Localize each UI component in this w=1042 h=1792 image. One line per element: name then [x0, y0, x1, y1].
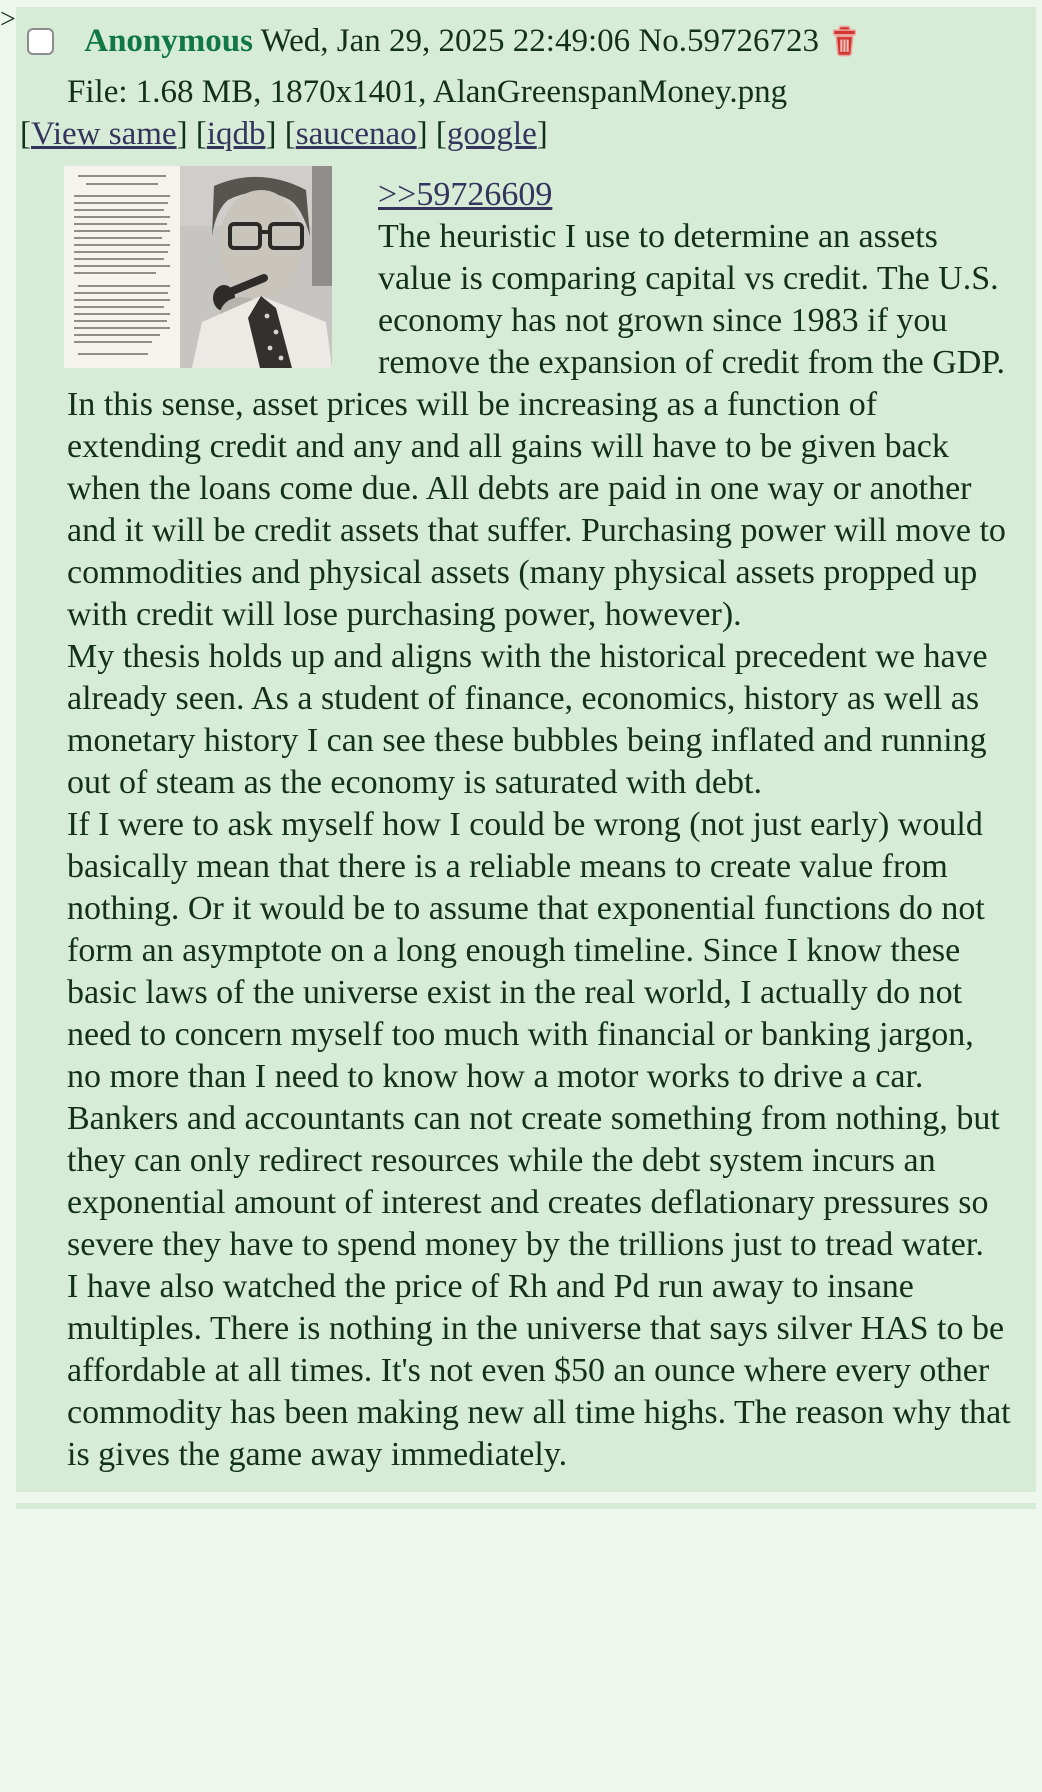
post-number[interactable]: No.59726723 — [638, 23, 819, 59]
quote-link[interactable]: >>59726609 — [378, 176, 553, 213]
file-links — [16, 114, 1036, 154]
saucenao-link[interactable]: saucenao — [295, 116, 417, 152]
iqdb-link[interactable]: iqdb — [206, 116, 266, 152]
bracket: ] — [265, 116, 277, 152]
next-post-top-edge — [16, 1503, 1036, 1509]
bracket: [ — [195, 116, 207, 152]
post-paragraph: The heuristic I use to determine an assets value is comparing capital vs credit. The U.S. economy has not grown since 1983 if you remove the expansion of credit from the GDP. In this sense, asset prices will be increasing as a function of extending credit and any and all gains will have to be given back when the loans come due. All debts are paid in one way or another and it will be credit assets that suffer. Purchasing power will move to commodities and physical assets (many physical assets propped up with credit will lose purchasing power, however). — [67, 218, 1006, 633]
post-paragraph: My thesis holds up and aligns with the historical precedent we have already seen. As a student of finance, economics, history as well as monetary history I can see these bubbles being inflated and running out of steam as the economy is saturated with debt. — [67, 638, 988, 801]
trash-icon[interactable] — [831, 25, 858, 69]
file-info: File: 1.68 MB, 1870x1401, AlanGreenspanMoney.png — [67, 74, 788, 110]
bracket: ] — [416, 116, 428, 152]
post-paragraph: I have also watched the price of Rh and Pd run away to insane multiples. There is nothing in the universe that says silver HAS to be affordable at all times. It's not even $50 an ounce where every other commodity has been making new all time highs. The reason why that is gives the game away immediately. — [67, 1268, 1011, 1473]
bracket: ] — [536, 116, 548, 152]
poster-name: Anonymous — [84, 23, 253, 59]
view-same-link[interactable]: View same — [31, 116, 177, 152]
post-container — [16, 7, 1036, 1492]
post-body — [67, 174, 1012, 1476]
post-paragraph: If I were to ask myself how I could be wrong (not just early) would basically mean that there is a reliable means to create value from nothing. Or it would be to assume that exponential functions do not form an asymptote on a long enough timeline. Since I know these basic laws of the universe exist in the real world, I actually do not need to concern myself too much with financial or banking jargon, no more than I need to know how a motor works to drive a car. Bankers and accountants can not create something from nothing, but they can only redirect resources while the debt system incurs an exponential amount of interest and creates deflationary pressures so severe they have to spend money by the trillions just to tread water. — [67, 806, 1000, 1263]
post-select-checkbox[interactable] — [27, 28, 54, 55]
bracket: [ — [284, 116, 296, 152]
post-thumbnail-image[interactable] — [64, 166, 332, 368]
bracket: [ — [435, 116, 447, 152]
post-datetime: Wed, Jan 29, 2025 22:49:06 — [260, 23, 631, 59]
bracket: [ — [20, 116, 31, 152]
post-header — [16, 15, 1036, 69]
bracket: ] — [176, 116, 188, 152]
google-link[interactable]: google — [446, 116, 537, 152]
stray-quote-char: > — [0, 4, 16, 35]
